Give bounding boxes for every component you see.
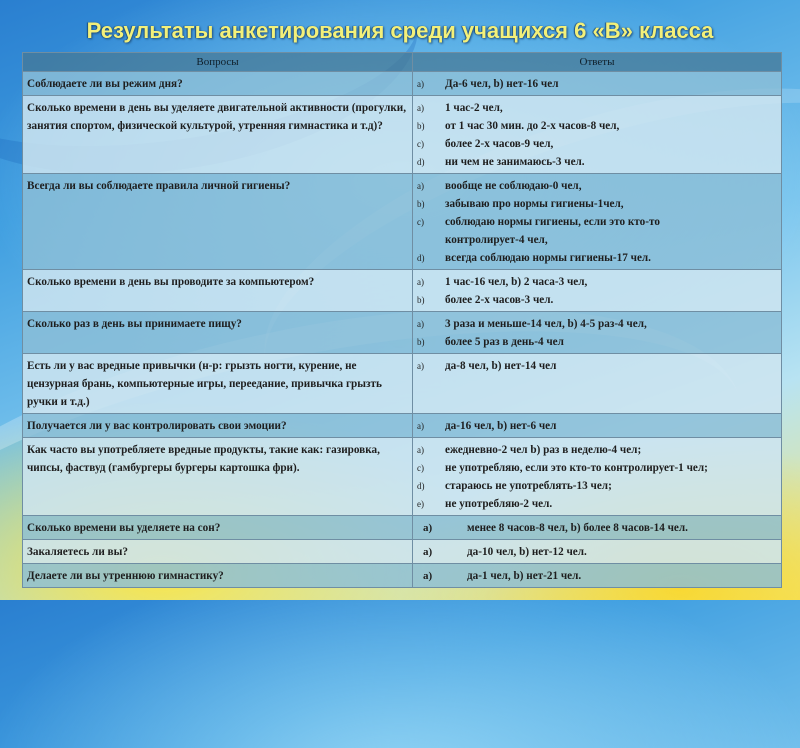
answer-text: стараюсь не употреблять-13 чел; (445, 480, 612, 492)
answer-option-letter: b) (417, 337, 425, 347)
answer-option-letter: b) (417, 295, 425, 305)
answer-line (417, 567, 777, 585)
answer-line (417, 213, 777, 231)
answer-option-letter: c) (417, 217, 424, 227)
answer-line (417, 99, 777, 117)
answer-option-letter: a) (417, 277, 424, 287)
answer-line (417, 249, 777, 267)
answer-option-letter: a) (417, 79, 424, 89)
answer-option-letter: b) (417, 121, 425, 131)
question-cell: Получается ли у вас контролировать свои эмоции? (23, 414, 413, 438)
column-header-answers: Ответы (413, 53, 782, 72)
question-cell: Есть ли у вас вредные привычки (н-р: грызть ногти, курение, не цензурная брань, компьютерные игры, переедание, привычка грызть ручки и т.д.) (23, 354, 413, 414)
answers-cell (413, 72, 782, 96)
answer-text: контролирует-4 чел, (445, 234, 548, 246)
answer-line (417, 441, 777, 459)
table-row (23, 312, 782, 354)
answer-line (417, 477, 777, 495)
question-cell: Делаете ли вы утреннюю гимнастику? (23, 564, 413, 588)
answer-text: 3 раза и меньше-14 чел, b) 4-5 раз-4 чел, (445, 318, 647, 330)
answer-option-letter: d) (417, 481, 425, 491)
table-row (23, 414, 782, 438)
answer-line (417, 495, 777, 513)
answer-text: от 1 час 30 мин. до 2-х часов-8 чел, (445, 120, 620, 132)
answer-option-letter: a) (423, 546, 433, 558)
answer-text: да-16 чел, b) нет-6 чел (445, 420, 557, 432)
answer-line (417, 333, 777, 351)
answers-cell (413, 354, 782, 414)
answer-option-letter: d) (417, 253, 425, 263)
answers-cell (413, 564, 782, 588)
answer-text: более 2-х часов-3 чел. (445, 294, 554, 306)
answer-text: ни чем не занимаюсь-3 чел. (445, 156, 585, 168)
answer-line (417, 231, 777, 249)
answer-option-letter: a) (417, 361, 424, 371)
answer-option-letter (417, 231, 445, 249)
answers-cell (413, 516, 782, 540)
table-row (23, 438, 782, 516)
answer-option-letter: c) (417, 463, 424, 473)
answer-text: соблюдаю нормы гигиены, если это кто-то (445, 216, 660, 228)
answer-text: да-1 чел, b) нет-21 чел. (467, 570, 582, 582)
table-header-row (23, 53, 782, 72)
answer-option-letter: d) (417, 157, 425, 167)
table-row (23, 174, 782, 270)
answer-line (417, 519, 777, 537)
table-row (23, 270, 782, 312)
answer-text: 1 час-2 чел, (445, 102, 503, 114)
answer-line (417, 153, 777, 171)
answer-option-letter: a) (417, 103, 424, 113)
question-cell: Как часто вы употребляете вредные продукты, такие как: газировка, чипсы, фаствуд (гамбургеры бургеры картошка фри). (23, 438, 413, 516)
answer-text: ежедневно-2 чел b) раз в неделю-4 чел; (445, 444, 642, 456)
answer-line (417, 459, 777, 477)
answer-option-letter: e) (417, 499, 424, 509)
question-cell: Сколько времени вы уделяете на сон? (23, 516, 413, 540)
answer-text: всегда соблюдаю нормы гигиены-17 чел. (445, 252, 651, 264)
answer-line (417, 195, 777, 213)
answer-text: да-10 чел, b) нет-12 чел. (467, 546, 587, 558)
answer-line (417, 315, 777, 333)
answers-cell (413, 270, 782, 312)
answer-option-letter: a) (417, 445, 424, 455)
answers-cell (413, 174, 782, 270)
answer-option-letter: b) (417, 199, 425, 209)
answer-option-letter: a) (417, 181, 424, 191)
answer-text: 1 час-16 чел, b) 2 часа-3 чел, (445, 276, 588, 288)
column-header-questions: Вопросы (23, 53, 413, 72)
answer-line (417, 357, 777, 375)
answer-line (417, 177, 777, 195)
table-row (23, 516, 782, 540)
answer-text: забываю про нормы гигиены-1чел, (445, 198, 624, 210)
answer-option-letter: c) (417, 139, 424, 149)
answer-text: вообще не соблюдаю-0 чел, (445, 180, 582, 192)
table-row (23, 564, 782, 588)
answer-text: Да-6 чел, b) нет-16 чел (445, 78, 559, 90)
answer-text: более 2-х часов-9 чел, (445, 138, 554, 150)
answer-text: не употребляю, если это кто-то контролирует-1 чел; (445, 462, 708, 474)
answer-line (417, 117, 777, 135)
table-row (23, 354, 782, 414)
answer-text: да-8 чел, b) нет-14 чел (445, 360, 557, 372)
answers-cell (413, 414, 782, 438)
question-cell: Всегда ли вы соблюдаете правила личной гигиены? (23, 174, 413, 270)
table-row (23, 540, 782, 564)
answers-cell (413, 312, 782, 354)
answer-line (417, 291, 777, 309)
table-row (23, 72, 782, 96)
answer-option-letter: a) (417, 421, 424, 431)
question-cell: Сколько времени в день вы проводите за компьютером? (23, 270, 413, 312)
question-cell: Сколько раз в день вы принимаете пищу? (23, 312, 413, 354)
answer-text: менее 8 часов-8 чел, b) более 8 часов-14 чел. (467, 522, 688, 534)
question-cell: Сколько времени в день вы уделяете двигательной активности (прогулки, занятия спортом, физической культурой, утренняя гимнастика и т.д)? (23, 96, 413, 174)
answer-line (417, 273, 777, 291)
answer-option-letter: a) (423, 570, 433, 582)
answer-text: не употребляю-2 чел. (445, 498, 553, 510)
answer-line (417, 135, 777, 153)
table-row (23, 96, 782, 174)
answer-option-letter: a) (417, 319, 424, 329)
answer-option-letter: a) (423, 522, 433, 534)
answer-line (417, 417, 777, 435)
question-cell: Закаляетесь ли вы? (23, 540, 413, 564)
survey-results-table (22, 52, 782, 588)
page-title: Результаты анкетирования среди учащихся 6 «В» класса (86, 18, 714, 43)
answer-line (417, 75, 777, 93)
answers-cell (413, 438, 782, 516)
answers-cell (413, 540, 782, 564)
answers-cell (413, 96, 782, 174)
answer-text: более 5 раз в день-4 чел (445, 336, 564, 348)
answer-line (417, 543, 777, 561)
question-cell: Соблюдаете ли вы режим дня? (23, 72, 413, 96)
